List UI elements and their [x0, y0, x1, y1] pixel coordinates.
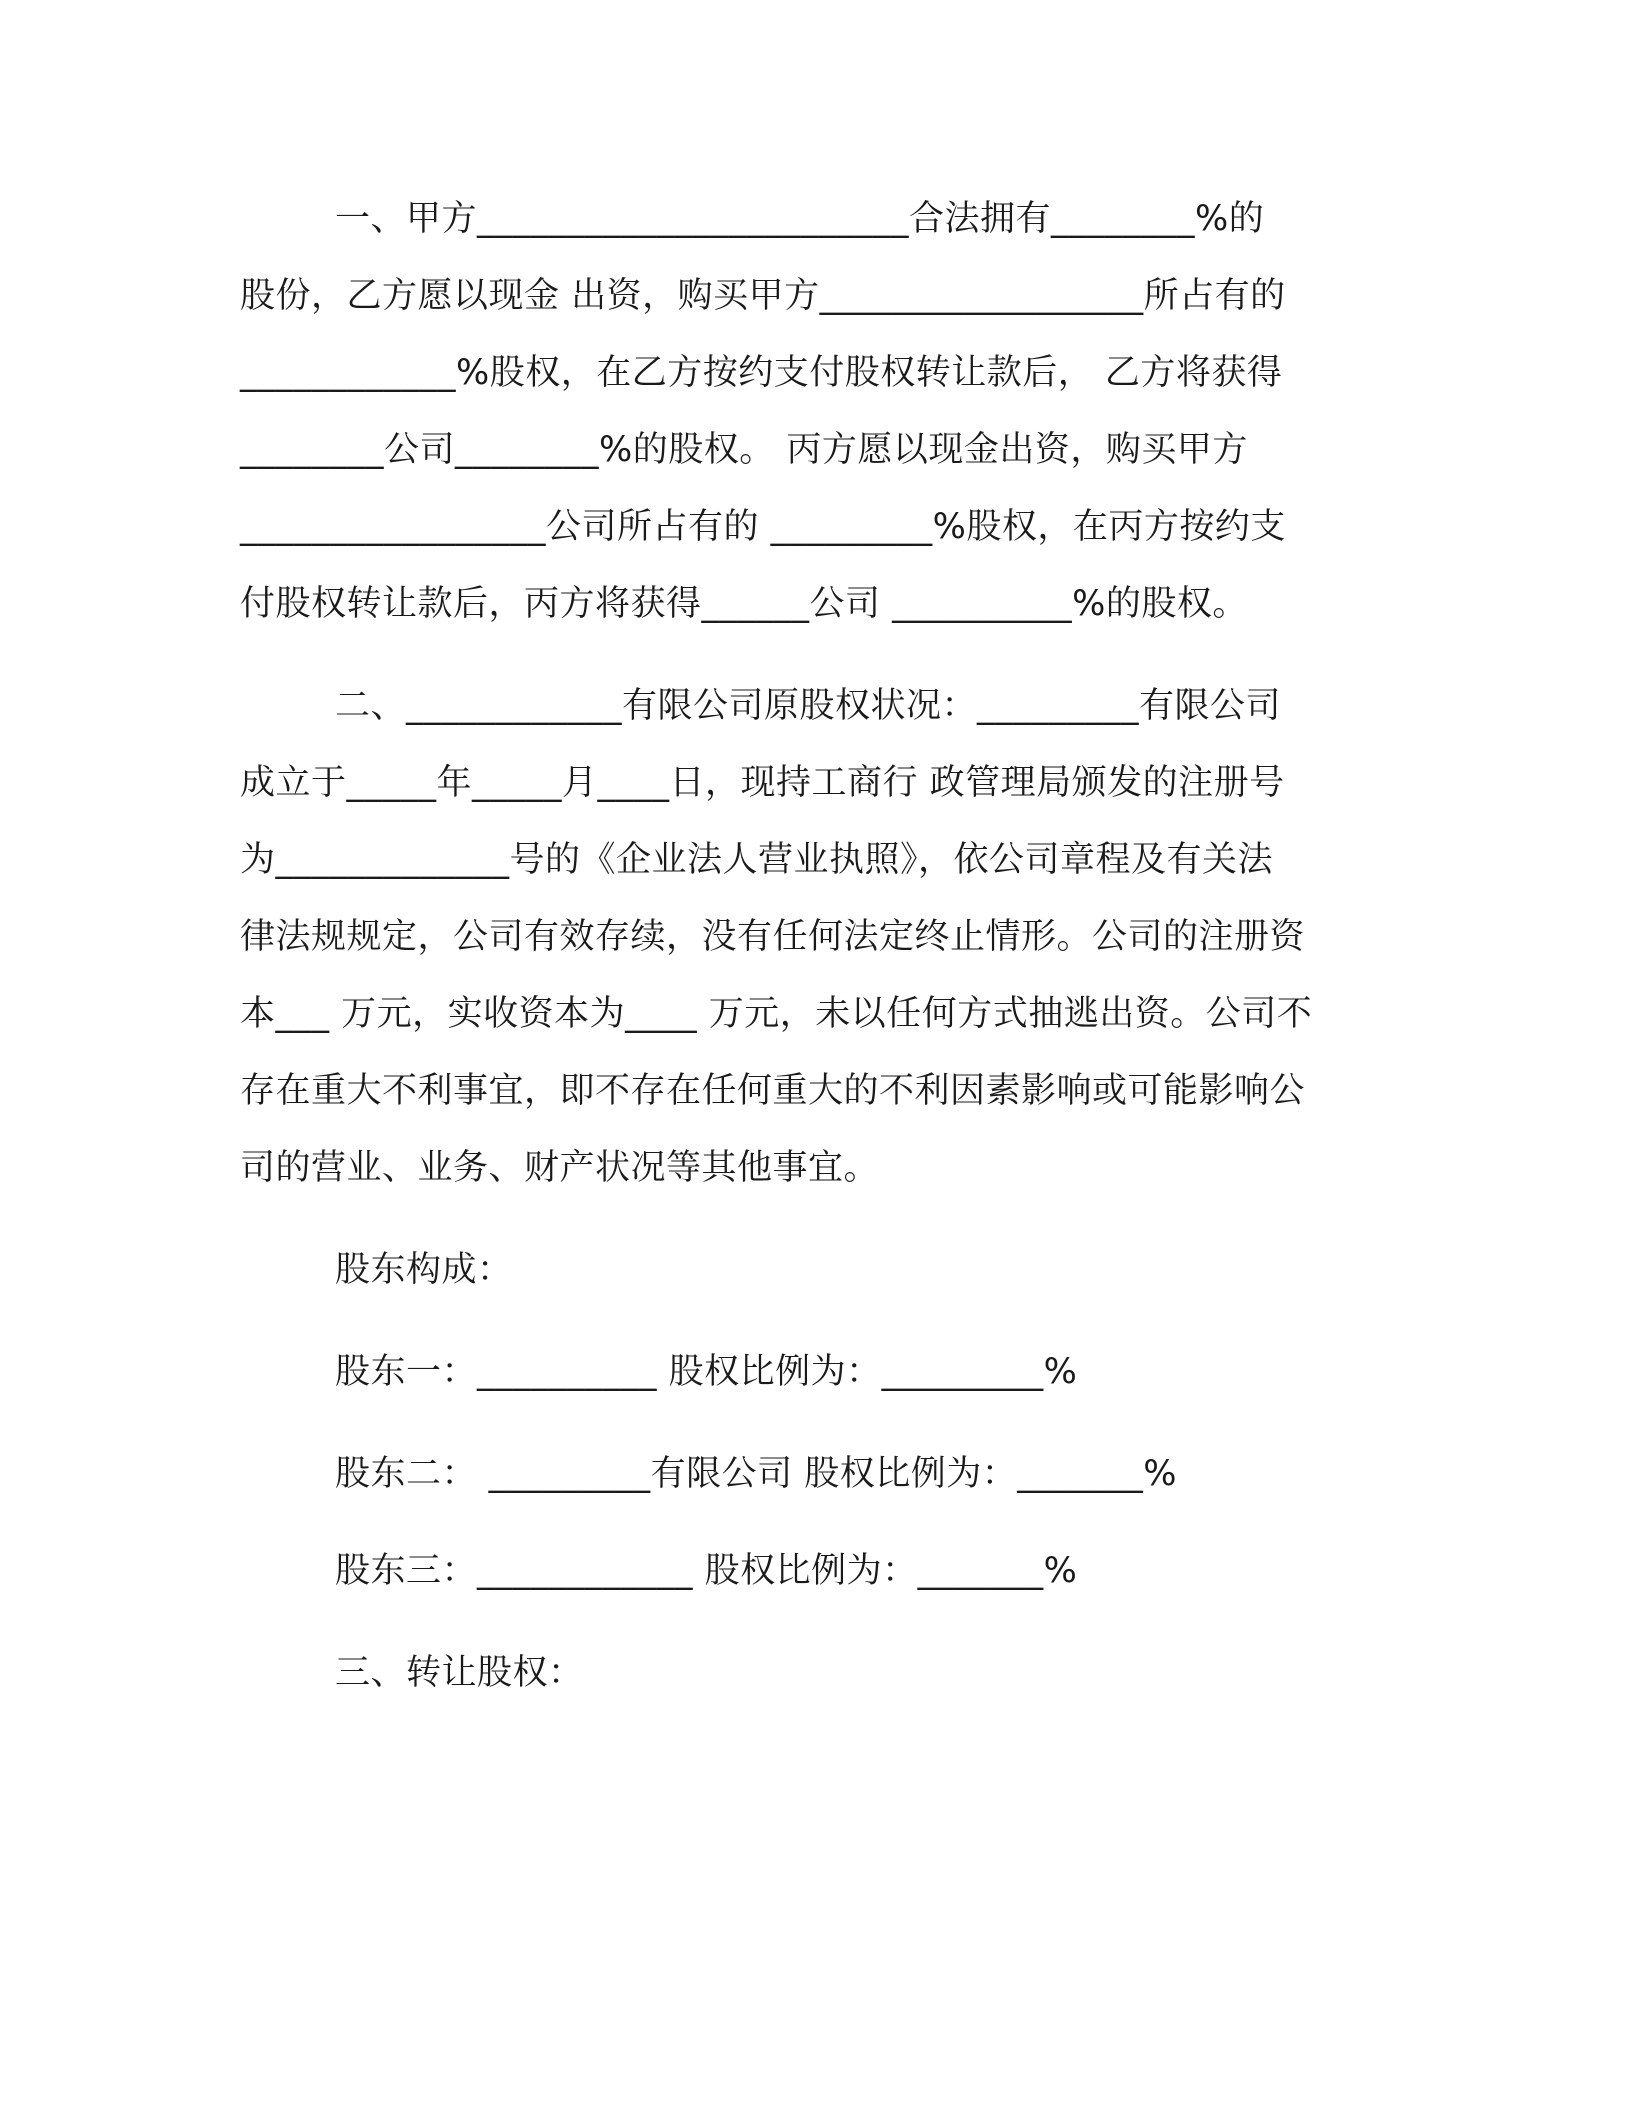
section2-line-7: 司的营业、业务、财产状况等其他事宜。: [240, 1148, 880, 1188]
shareholder-3: 股东三：____________ 股权比例为：_______%: [335, 1551, 1078, 1591]
section2-line-5: 本___ 万元，实收资本为____ 万元，未以任何方式抽逃出资。公司不: [240, 994, 1313, 1034]
section1-line-5: _________________公司所占有的 _________%股权，在丙方按约支: [240, 507, 1286, 547]
shareholders-heading: 股东构成：: [335, 1250, 513, 1290]
section1-line-1: 一、甲方________________________合法拥有________%的: [335, 199, 1265, 239]
section2-line-1: 二、____________有限公司原股权状况：_________有限公司: [335, 686, 1282, 726]
section2-line-6: 存在重大不利事宜，即不存在任何重大的不利因素影响或可能影响公: [240, 1071, 1306, 1111]
shareholder-2: 股东二： _________有限公司 股权比例为：_______%: [335, 1454, 1178, 1494]
section1-line-2: 股份，乙方愿以现金 出资，购买甲方__________________所占有的: [240, 276, 1286, 316]
shareholder-1: 股东一：__________ 股权比例为：_________%: [335, 1352, 1078, 1392]
section2-line-2: 成立于_____年_____月____日，现持工商行 政管理局颁发的注册号: [240, 763, 1285, 803]
section1-line-4: ________公司________%的股权。 丙方愿以现金出资，购买甲方: [240, 430, 1248, 470]
section2-line-4: 律法规规定，公司有效存续，没有任何法定终止情形。公司的注册资: [240, 917, 1306, 957]
section1-line-6: 付股权转让款后，丙方将获得______公司 __________%的股权。: [240, 584, 1248, 624]
section1-line-3: ____________%股权，在乙方按约支付股权转让款后， 乙方将获得: [240, 353, 1283, 393]
section2-line-3: 为_____________号的《企业法人营业执照》，依公司章程及有关法: [240, 840, 1274, 880]
section3-heading: 三、转让股权：: [335, 1653, 584, 1693]
